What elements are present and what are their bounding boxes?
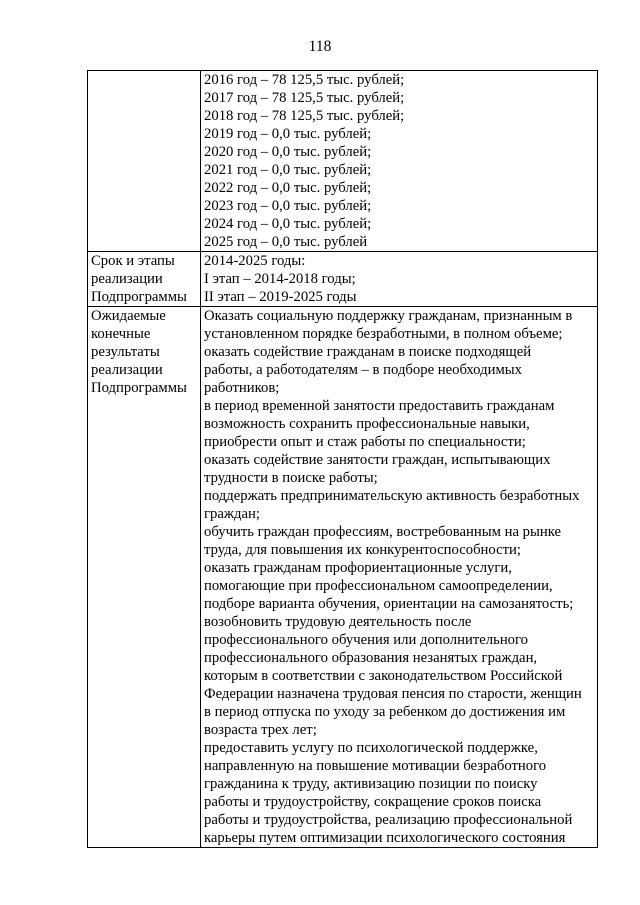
table-row — [88, 307, 598, 848]
row-content-line: 2021 год – 0,0 тыс. рублей; — [204, 162, 372, 178]
table-row — [88, 252, 598, 307]
row-content-line: 2014-2025 годы: — [204, 253, 306, 269]
row-content-line: поддержать предпринимательскую активность безработных — [204, 488, 580, 504]
row-content-line: 2018 год – 78 125,5 тыс. рублей; — [204, 108, 405, 124]
row-content-line: граждан; — [204, 506, 260, 522]
row-content-line: работы и трудоустройства, реализацию профессиональной — [204, 812, 573, 828]
row-content-cell — [201, 307, 598, 848]
row-label-line: Ожидаемые — [91, 308, 166, 324]
row-content-line: Федерации назначена трудовая пенсия по старости, женщин — [204, 686, 582, 702]
row-content-line: возобновить трудовую деятельность после — [204, 614, 472, 630]
row-content-line: труда, для повышения их конкурентоспособности; — [204, 542, 521, 558]
row-content-line: которым в соответствии с законодательством Российской — [204, 668, 563, 684]
row-content-line: установленном порядке безработными, в полном объеме; — [204, 326, 563, 342]
row-content-cell — [201, 71, 598, 252]
row-content-line: оказать содействие гражданам в поиске подходящей — [204, 344, 532, 360]
page-number: 118 — [308, 38, 332, 55]
row-content-line: профессионального образования незанятых граждан, — [204, 650, 538, 666]
row-content-line: 2025 год – 0,0 тыс. рублей — [204, 234, 368, 250]
row-content-line: I этап – 2014-2018 годы; — [204, 271, 356, 287]
row-content-line: 2019 год – 0,0 тыс. рублей; — [204, 126, 372, 142]
row-label-line: Подпрограммы — [91, 380, 187, 396]
row-content-line: направленную на повышение мотивации безработного — [204, 758, 547, 774]
row-content-line: 2023 год – 0,0 тыс. рублей; — [204, 198, 372, 214]
row-label-cell — [88, 307, 201, 848]
row-content-line: профессионального обучения или дополнительного — [204, 632, 529, 648]
row-content-line: II этап – 2019-2025 годы — [204, 289, 357, 305]
row-label-line: реализации — [91, 271, 163, 287]
row-content-line: в период временной занятости предоставить гражданам — [204, 398, 555, 414]
row-content-line: Оказать социальную поддержку гражданам, признанным в — [204, 308, 573, 324]
row-content-line: подборе варианта обучения, ориентации на самозанятость; — [204, 596, 574, 612]
row-content-line: оказать гражданам профориентационные услуги, — [204, 560, 512, 576]
program-table-body — [88, 71, 598, 848]
row-label-line: Срок и этапы — [91, 253, 175, 269]
row-content-line: 2022 год – 0,0 тыс. рублей; — [204, 180, 372, 196]
row-content-line: работы и трудоустройству, сокращение сроков поиска — [204, 794, 542, 810]
row-content-line: 2016 год – 78 125,5 тыс. рублей; — [204, 72, 405, 88]
row-label-line: Подпрограммы — [91, 289, 187, 305]
row-content-line: предоставить услугу по психологической поддержке, — [204, 740, 538, 756]
row-content-line: помогающие при профессиональном самоопределении, — [204, 578, 553, 594]
row-content-line: оказать содействие занятости граждан, испытывающих — [204, 452, 551, 468]
row-content-line: в период отпуска по уходу за ребенком до достижения им — [204, 704, 566, 720]
row-content-line: возраста трех лет; — [204, 722, 317, 738]
row-content-line: работников; — [204, 380, 280, 396]
row-content-line: 2020 год – 0,0 тыс. рублей; — [204, 144, 372, 160]
row-content-line: трудности в поиске работы; — [204, 470, 378, 486]
row-label-cell — [88, 252, 201, 307]
row-content-line: обучить граждан профессиям, востребованным на рынке — [204, 524, 562, 540]
row-content-line: гражданина к труду, активизацию позиции по поиску — [204, 776, 538, 792]
row-label-line: конечные — [91, 326, 151, 342]
row-label-line: реализации — [91, 362, 163, 378]
row-content-line: работы, а работодателям – в подборе необходимых — [204, 362, 522, 378]
row-content-line: возможность сохранить профессиональные навыки, — [204, 416, 530, 432]
program-table — [87, 70, 598, 848]
row-content-cell — [201, 252, 598, 307]
row-content-line: карьеры путем оптимизации психологического состояния — [204, 830, 566, 846]
row-content-line: 2024 год – 0,0 тыс. рублей; — [204, 216, 372, 232]
row-content-line: 2017 год – 78 125,5 тыс. рублей; — [204, 90, 405, 106]
row-label-line: результаты — [91, 344, 160, 360]
table-row — [88, 71, 598, 252]
row-label-cell — [88, 71, 201, 252]
row-content-line: приобрести опыт и стаж работы по специальности; — [204, 434, 526, 450]
